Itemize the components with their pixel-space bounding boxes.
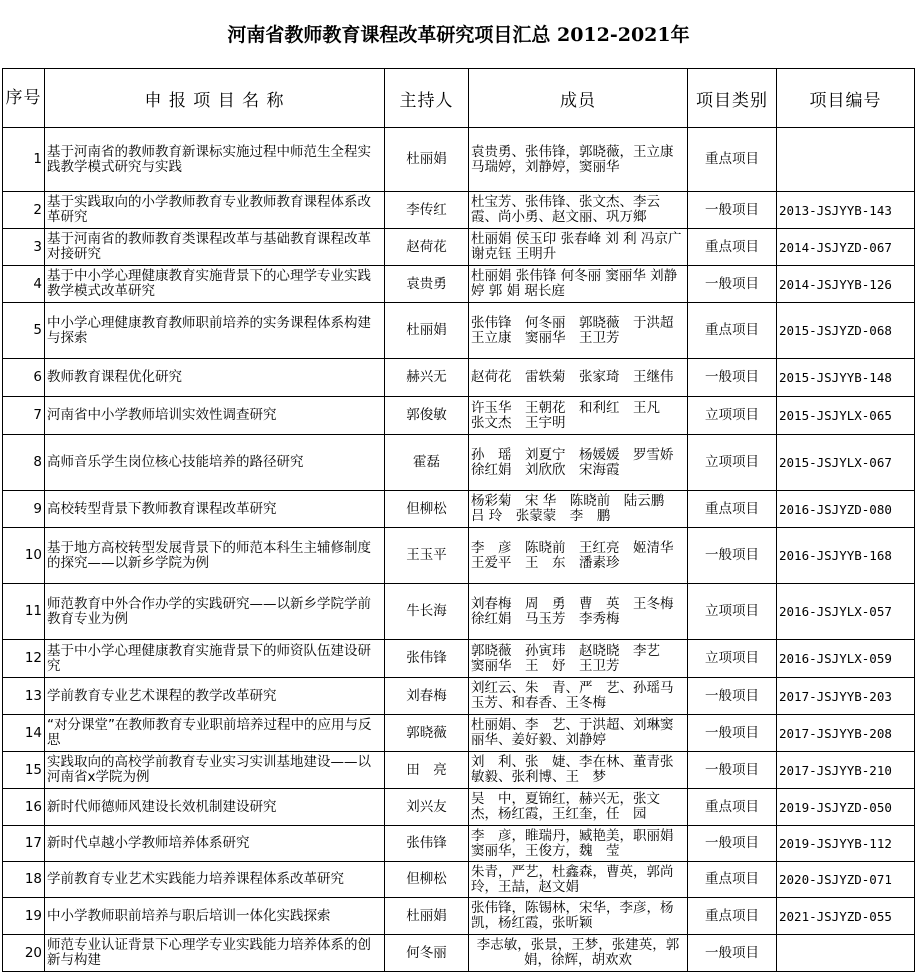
header-row [3, 69, 915, 128]
project-code: 2017-JSJYYB-203 [777, 678, 915, 715]
project-name: 高师音乐学生岗位核心技能培养的路径研究 [45, 435, 385, 491]
project-code: 2021-JSJYZD-055 [777, 898, 915, 935]
project-code: 2019-JSJYYB-112 [777, 826, 915, 862]
project-name: “对分课堂”在教师教育专业职前培养过程中的应用与反思 [45, 715, 385, 752]
table-row [3, 752, 915, 789]
project-members: 李志敏，张景，王梦，张建英，郭娟，徐辉，胡欢欢 [469, 935, 688, 972]
project-name: 基于中小学心理健康教育实施背景下的师资队伍建设研究 [45, 640, 385, 678]
project-code: 2015-JSJYLX-065 [777, 397, 915, 435]
project-host: 田 亮 [385, 752, 469, 789]
row-number: 16 [3, 789, 45, 826]
project-category: 立项项目 [688, 584, 777, 640]
project-members: 杨彩菊 宋 华 陈晓前 陆云鹏 吕 玲 张蒙蒙 李 鹏 [469, 491, 688, 528]
row-number: 5 [3, 303, 45, 359]
project-host: 刘兴友 [385, 789, 469, 826]
project-members: 李 彦 陈晓前 王红亮 姬清华 王爱平 王 东 潘素珍 [469, 528, 688, 584]
project-code: 2014-JSJYYB-126 [777, 266, 915, 303]
project-name: 基于河南省的教师教育新课标实施过程中师范生全程实践教学模式研究与实践 [45, 128, 385, 192]
project-category: 重点项目 [688, 229, 777, 266]
project-category: 重点项目 [688, 491, 777, 528]
header-seq: 序号 [3, 69, 45, 128]
table-row [3, 435, 915, 491]
project-host: 杜丽娟 [385, 128, 469, 192]
project-host: 赫兴无 [385, 359, 469, 397]
project-name: 基于实践取向的小学教师教育专业教师教育课程体系改革研究 [45, 192, 385, 229]
project-category: 立项项目 [688, 435, 777, 491]
project-host: 赵荷花 [385, 229, 469, 266]
project-name: 基于河南省的教师教育类课程改革与基础教育课程改革对接研究 [45, 229, 385, 266]
row-number: 10 [3, 528, 45, 584]
row-number: 1 [3, 128, 45, 192]
project-members: 杜丽娟 张伟锋 何冬丽 窦丽华 刘静婷 郭 娟 琚长庭 [469, 266, 688, 303]
project-host: 张伟锋 [385, 640, 469, 678]
project-members: 朱青，严艺，杜鑫森，曹英，郭尚玲，王喆，赵文娟 [469, 862, 688, 898]
project-category: 立项项目 [688, 397, 777, 435]
project-name: 中小学教师职前培养与职后培训一体化实践探索 [45, 898, 385, 935]
row-number: 4 [3, 266, 45, 303]
project-host: 何冬丽 [385, 935, 469, 972]
table-row [3, 584, 915, 640]
project-name: 河南省中小学教师培训实效性调查研究 [45, 397, 385, 435]
project-table [2, 68, 915, 972]
project-members: 袁贵勇、张伟锋，郭晓薇，王立康 马瑞婷，刘静婷，窦丽华 [469, 128, 688, 192]
project-members: 孙 瑶 刘夏宁 杨媛媛 罗雪娇 徐红娟 刘欣欣 宋海霞 [469, 435, 688, 491]
project-category: 一般项目 [688, 715, 777, 752]
row-number: 15 [3, 752, 45, 789]
project-code: 2013-JSJYYB-143 [777, 192, 915, 229]
project-code: 2015-JSJYYB-148 [777, 359, 915, 397]
project-host: 李传红 [385, 192, 469, 229]
project-category: 一般项目 [688, 935, 777, 972]
table-row [3, 266, 915, 303]
row-number: 14 [3, 715, 45, 752]
project-code [777, 128, 915, 192]
project-code: 2016-JSJYZD-080 [777, 491, 915, 528]
table-row [3, 528, 915, 584]
project-category: 重点项目 [688, 128, 777, 192]
table-row [3, 491, 915, 528]
project-name: 基于中小学心理健康教育实施背景下的心理学专业实践教学模式改革研究 [45, 266, 385, 303]
project-code: 2015-JSJYZD-068 [777, 303, 915, 359]
project-code: 2016-JSJYLX-059 [777, 640, 915, 678]
project-category: 重点项目 [688, 303, 777, 359]
project-host: 但柳松 [385, 862, 469, 898]
project-name: 实践取向的高校学前教育专业实习实训基地建设——以河南省x学院为例 [45, 752, 385, 789]
row-number: 6 [3, 359, 45, 397]
project-code: 2017-JSJYYB-210 [777, 752, 915, 789]
project-members: 张伟锋 何冬丽 郭晓薇 于洪超 王立康 窦丽华 王卫芳 [469, 303, 688, 359]
project-name: 教师教育课程优化研究 [45, 359, 385, 397]
project-host: 郭晓薇 [385, 715, 469, 752]
project-category: 一般项目 [688, 678, 777, 715]
project-members: 吴 中，夏锦红，赫兴无，张文杰，杨红霞，王红奎，任 园 [469, 789, 688, 826]
row-number: 13 [3, 678, 45, 715]
project-host: 王玉平 [385, 528, 469, 584]
table-row [3, 678, 915, 715]
header-category: 项目类别 [688, 69, 777, 128]
project-members: 赵荷花 雷轶菊 张家琦 王继伟 [469, 359, 688, 397]
project-code [777, 935, 915, 972]
row-number: 9 [3, 491, 45, 528]
project-host: 袁贵勇 [385, 266, 469, 303]
table-row [3, 640, 915, 678]
project-host: 牛长海 [385, 584, 469, 640]
row-number: 3 [3, 229, 45, 266]
project-members: 杜丽娟、李 艺、于洪超、刘琳窦丽华、姜好毅、刘静婷 [469, 715, 688, 752]
project-name: 师范教育中外合作办学的实践研究——以新乡学院学前教育专业为例 [45, 584, 385, 640]
project-members: 李 彦，睢瑞丹，臧艳美，职丽娟窦丽华，王俊方，魏 莹 [469, 826, 688, 862]
project-code: 2020-JSJYZD-071 [777, 862, 915, 898]
project-members: 许玉华 王朝花 和利红 王凡 张文杰 王宇明 [469, 397, 688, 435]
project-category: 一般项目 [688, 192, 777, 229]
row-number: 18 [3, 862, 45, 898]
project-members: 杜宝芳、张伟锋、张文杰、李云霞、尚小勇、赵文丽、巩万鄉 [469, 192, 688, 229]
row-number: 17 [3, 826, 45, 862]
table-row [3, 397, 915, 435]
header-name: 申 报 项 目 名 称 [45, 69, 385, 128]
table-row [3, 303, 915, 359]
row-number: 7 [3, 397, 45, 435]
project-host: 刘春梅 [385, 678, 469, 715]
header-members: 成员 [469, 69, 688, 128]
project-category: 一般项目 [688, 826, 777, 862]
project-host: 张伟锋 [385, 826, 469, 862]
table-row [3, 229, 915, 266]
project-members: 刘红云、朱 青、严 艺、孙瑶马玉芳、和春香、王冬梅 [469, 678, 688, 715]
project-code: 2015-JSJYLX-067 [777, 435, 915, 491]
project-category: 立项项目 [688, 640, 777, 678]
project-category: 重点项目 [688, 789, 777, 826]
table-row [3, 192, 915, 229]
row-number: 12 [3, 640, 45, 678]
row-number: 19 [3, 898, 45, 935]
table-row [3, 826, 915, 862]
project-name: 学前教育专业艺术实践能力培养课程体系改革研究 [45, 862, 385, 898]
project-name: 基于地方高校转型发展背景下的师范本科生主辅修制度的探究——以新乡学院为例 [45, 528, 385, 584]
project-name: 学前教育专业艺术课程的教学改革研究 [45, 678, 385, 715]
project-host: 霍磊 [385, 435, 469, 491]
header-host: 主持人 [385, 69, 469, 128]
project-name: 中小学心理健康教育教师职前培养的实务课程体系构建与探索 [45, 303, 385, 359]
document-title: 河南省教师教育课程改革研究项目汇总 2012-2021年 [227, 24, 690, 46]
table-row [3, 715, 915, 752]
project-name: 新时代师德师风建设长效机制建设研究 [45, 789, 385, 826]
table-row [3, 935, 915, 972]
project-category: 一般项目 [688, 752, 777, 789]
project-host: 郭俊敏 [385, 397, 469, 435]
project-name: 新时代卓越小学教师培养体系研究 [45, 826, 385, 862]
project-category: 重点项目 [688, 898, 777, 935]
table-row [3, 789, 915, 826]
header-code: 项目编号 [777, 69, 915, 128]
table-row [3, 359, 915, 397]
row-number: 11 [3, 584, 45, 640]
project-members: 刘 利、张 婕、李在林、董青张敏毅、张利博、王 梦 [469, 752, 688, 789]
table-row [3, 898, 915, 935]
project-category: 重点项目 [688, 862, 777, 898]
project-code: 2016-JSJYLX-057 [777, 584, 915, 640]
project-category: 一般项目 [688, 528, 777, 584]
project-code: 2019-JSJYZD-050 [777, 789, 915, 826]
project-host: 杜丽娟 [385, 303, 469, 359]
project-members: 刘春梅 周 勇 曹 英 王冬梅 徐红娟 马玉芳 李秀梅 [469, 584, 688, 640]
table-row [3, 862, 915, 898]
project-members: 杜丽娟 侯玉印 张春峰 刘 利 冯京广 谢克钰 王明升 [469, 229, 688, 266]
project-code: 2016-JSJYYB-168 [777, 528, 915, 584]
row-number: 20 [3, 935, 45, 972]
row-number: 8 [3, 435, 45, 491]
row-number: 2 [3, 192, 45, 229]
table-row [3, 128, 915, 192]
project-members: 张伟锋，陈锡林，宋华，李彦，杨凯，杨红霞，张昕颖 [469, 898, 688, 935]
project-code: 2014-JSJYZD-067 [777, 229, 915, 266]
project-host: 但柳松 [385, 491, 469, 528]
project-host: 杜丽娟 [385, 898, 469, 935]
project-name: 高校转型背景下教师教育课程改革研究 [45, 491, 385, 528]
project-code: 2017-JSJYYB-208 [777, 715, 915, 752]
project-name: 师范专业认证背景下心理学专业实践能力培养体系的创新与构建 [45, 935, 385, 972]
project-category: 一般项目 [688, 359, 777, 397]
project-members: 郭晓薇 孙寅玮 赵晓晓 李艺 窦丽华 王 妤 王卫芳 [469, 640, 688, 678]
project-category: 一般项目 [688, 266, 777, 303]
